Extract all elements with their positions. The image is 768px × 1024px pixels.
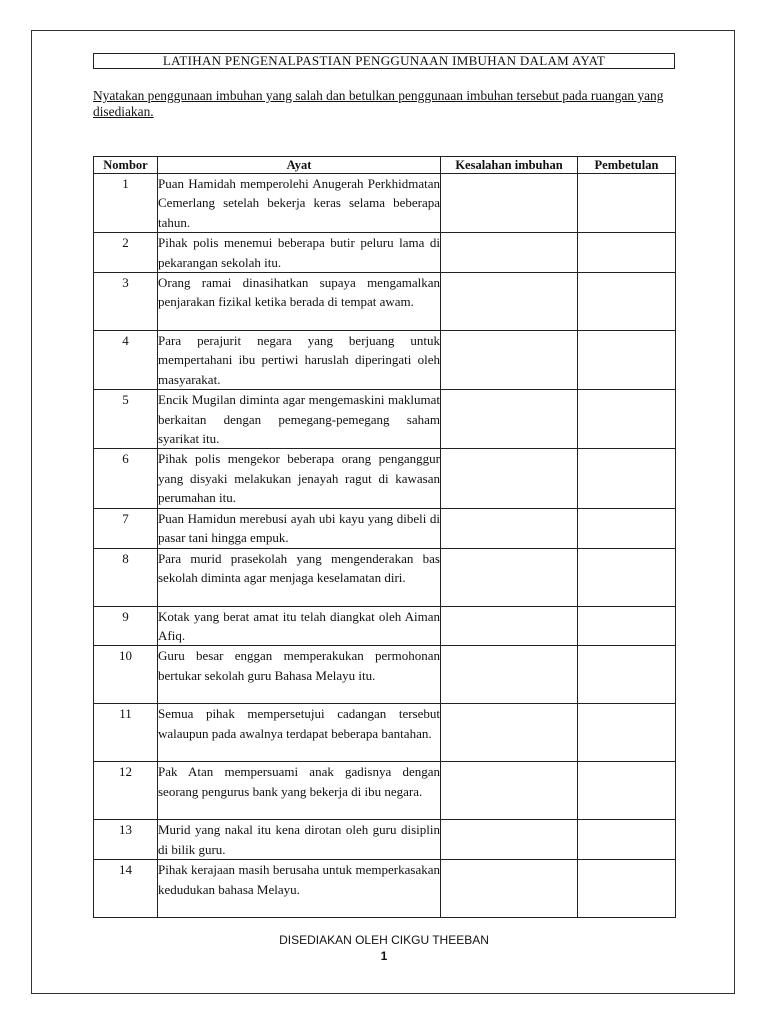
pembetulan-cell[interactable]: [578, 646, 676, 704]
kesalahan-imbuhan-cell[interactable]: [441, 233, 578, 273]
kesalahan-imbuhan-cell[interactable]: [441, 449, 578, 508]
kesalahan-imbuhan-cell[interactable]: [441, 704, 578, 762]
pembetulan-cell[interactable]: [578, 762, 676, 820]
table-row: [94, 233, 676, 273]
row-sentence: Murid yang nakal itu kena dirotan oleh guru disiplin di bilik guru.: [158, 820, 441, 860]
kesalahan-imbuhan-cell[interactable]: [441, 606, 578, 646]
table-row: [94, 548, 676, 606]
row-sentence: Para murid prasekolah yang mengenderakan bas sekolah diminta agar menjaga keselamatan diri.: [158, 548, 441, 606]
table-row: [94, 762, 676, 820]
document-title: LATIHAN PENGENALPASTIAN PENGGUNAAN IMBUHAN DALAM AYAT: [93, 53, 675, 69]
kesalahan-imbuhan-cell[interactable]: [441, 273, 578, 331]
row-number: 4: [94, 331, 158, 390]
pembetulan-cell[interactable]: [578, 174, 676, 233]
kesalahan-imbuhan-cell[interactable]: [441, 762, 578, 820]
header-pembetulan: Pembetulan: [578, 157, 676, 174]
pembetulan-cell[interactable]: [578, 820, 676, 860]
row-number: 1: [94, 174, 158, 233]
instruction-text: Nyatakan penggunaan imbuhan yang salah dan betulkan penggunaan imbuhan tersebut pada ruangan yang disediakan.: [93, 88, 664, 119]
table-row: [94, 331, 676, 390]
row-number: 3: [94, 273, 158, 331]
pembetulan-cell[interactable]: [578, 331, 676, 390]
kesalahan-imbuhan-cell[interactable]: [441, 860, 578, 918]
row-number: 9: [94, 606, 158, 646]
row-number: 12: [94, 762, 158, 820]
pembetulan-cell[interactable]: [578, 449, 676, 508]
row-number: 2: [94, 233, 158, 273]
row-number: 13: [94, 820, 158, 860]
table-row: [94, 508, 676, 548]
table-row: [94, 174, 676, 233]
row-sentence: Pak Atan mempersuami anak gadisnya dengan seorang pengurus bank yang bekerja di ibu negara.: [158, 762, 441, 820]
row-sentence: Pihak polis menemui beberapa butir peluru lama di pekarangan sekolah itu.: [158, 233, 441, 273]
pembetulan-cell[interactable]: [578, 273, 676, 331]
exercise-table: [93, 156, 676, 918]
header-nombor: Nombor: [94, 157, 158, 174]
table-row: [94, 704, 676, 762]
row-sentence: Pihak polis mengekor beberapa orang penganggur yang disyaki melakukan jenayah ragut di kawasan perumahan itu.: [158, 449, 441, 508]
row-sentence: Para perajurit negara yang berjuang untuk mempertahani ibu pertiwi haruslah diperingati oleh masyarakat.: [158, 331, 441, 390]
kesalahan-imbuhan-cell[interactable]: [441, 331, 578, 390]
pembetulan-cell[interactable]: [578, 704, 676, 762]
pembetulan-cell[interactable]: [578, 606, 676, 646]
header-ayat: Ayat: [158, 157, 441, 174]
pembetulan-cell[interactable]: [578, 508, 676, 548]
row-sentence: Semua pihak mempersetujui cadangan tersebut walaupun pada awalnya terdapat beberapa bantahan.: [158, 704, 441, 762]
pembetulan-cell[interactable]: [578, 860, 676, 918]
table-header-row: [94, 157, 676, 174]
row-number: 7: [94, 508, 158, 548]
page-number: 1: [380, 949, 388, 963]
table-body: [94, 174, 676, 918]
row-number: 6: [94, 449, 158, 508]
header-kesalahan-imbuhan: Kesalahan imbuhan: [441, 157, 578, 174]
kesalahan-imbuhan-cell[interactable]: [441, 508, 578, 548]
prepared-by: DISEDIAKAN OLEH CIKGU THEEBAN: [279, 933, 489, 947]
pembetulan-cell[interactable]: [578, 548, 676, 606]
row-number: 5: [94, 390, 158, 449]
row-sentence: Pihak kerajaan masih berusaha untuk memperkasakan kedudukan bahasa Melayu.: [158, 860, 441, 918]
row-sentence: Encik Mugilan diminta agar mengemaskini maklumat berkaitan dengan pemegang-pemegang saham syarikat itu.: [158, 390, 441, 449]
pembetulan-cell[interactable]: [578, 390, 676, 449]
table-row: [94, 646, 676, 704]
table-row: [94, 606, 676, 646]
table-row: [94, 860, 676, 918]
pembetulan-cell[interactable]: [578, 233, 676, 273]
kesalahan-imbuhan-cell[interactable]: [441, 174, 578, 233]
row-sentence: Orang ramai dinasihatkan supaya mengamalkan penjarakan fizikal ketika berada di tempat awam.: [158, 273, 441, 331]
table-row: [94, 390, 676, 449]
row-sentence: Kotak yang berat amat itu telah diangkat oleh Aiman Afiq.: [158, 606, 441, 646]
row-number: 8: [94, 548, 158, 606]
row-sentence: Puan Hamidah memperolehi Anugerah Perkhidmatan Cemerlang setelah bekerja keras selama beberapa tahun.: [158, 174, 441, 233]
row-number: 11: [94, 704, 158, 762]
kesalahan-imbuhan-cell[interactable]: [441, 820, 578, 860]
table-row: [94, 273, 676, 331]
row-sentence: Guru besar enggan memperakukan permohonan bertukar sekolah guru Bahasa Melayu itu.: [158, 646, 441, 704]
kesalahan-imbuhan-cell[interactable]: [441, 548, 578, 606]
kesalahan-imbuhan-cell[interactable]: [441, 646, 578, 704]
table-row: [94, 820, 676, 860]
table-row: [94, 449, 676, 508]
row-number: 14: [94, 860, 158, 918]
kesalahan-imbuhan-cell[interactable]: [441, 390, 578, 449]
row-sentence: Puan Hamidun merebusi ayah ubi kayu yang dibeli di pasar tani hingga empuk.: [158, 508, 441, 548]
row-number: 10: [94, 646, 158, 704]
